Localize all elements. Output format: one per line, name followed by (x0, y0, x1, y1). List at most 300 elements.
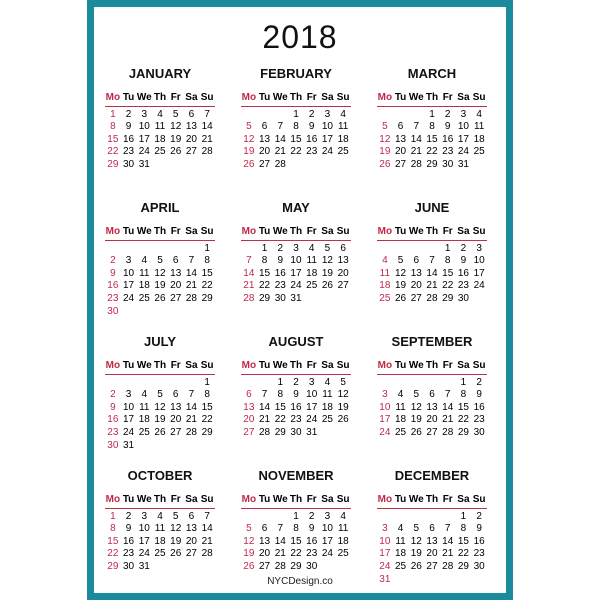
day-cell: 20 (395, 146, 407, 158)
day-cell (168, 440, 184, 453)
day-cell: 9 (293, 389, 299, 401)
day-cell: 23 (290, 414, 302, 426)
weekday-label: Fr (442, 92, 453, 103)
day-cell: 4 (157, 108, 163, 120)
day-cell: 18 (395, 414, 407, 426)
weekday-label: Mo (105, 360, 121, 371)
day-cell (377, 243, 393, 256)
day-cell: 14 (243, 267, 255, 279)
day-cell: 9 (476, 389, 482, 401)
day-cell (424, 511, 440, 524)
day-cell: 9 (110, 401, 116, 413)
day-cell: 25 (337, 146, 349, 158)
day-cell: 16 (107, 280, 119, 292)
weekday-header (377, 360, 487, 375)
day-cell: 21 (185, 414, 197, 426)
day-cell: 9 (444, 121, 451, 133)
day-cell: 3 (460, 108, 467, 120)
day-cell (320, 427, 336, 440)
day-cell: 1 (444, 242, 451, 254)
day-cell: 6 (413, 255, 420, 267)
day-cell: 20 (426, 548, 438, 560)
month-september (377, 333, 487, 467)
day-cell: 19 (154, 414, 166, 426)
day-cell: 3 (293, 242, 299, 254)
day-cell: 3 (324, 108, 331, 120)
week-row (377, 243, 487, 256)
day-cell: 2 (110, 255, 116, 267)
day-cell: 11 (322, 389, 333, 401)
day-cell: 18 (154, 133, 166, 145)
day-cell: 10 (138, 121, 150, 133)
week-row (241, 414, 351, 427)
day-cell: 2 (444, 108, 451, 120)
week-row (105, 293, 215, 306)
day-cell: 4 (397, 389, 404, 401)
day-cell: 30 (442, 158, 454, 170)
day-cell: 5 (157, 389, 163, 401)
week-row (105, 280, 215, 293)
day-cell: 14 (259, 401, 271, 413)
month-name: APRIL (140, 200, 180, 215)
day-cell: 16 (473, 535, 485, 547)
weekday-label: We (136, 360, 152, 371)
week-row (105, 511, 215, 524)
day-cell: 22 (426, 146, 438, 158)
day-cell: 26 (170, 548, 182, 560)
weekday-label: Mo (377, 360, 393, 371)
day-cell (152, 243, 168, 256)
day-cell: 13 (185, 121, 197, 133)
day-cell (136, 243, 152, 256)
day-cell: 6 (246, 389, 252, 401)
week-row (105, 109, 215, 122)
month-april (105, 199, 215, 333)
day-cell (424, 243, 440, 256)
day-cell: 4 (340, 510, 346, 522)
weekday-header (241, 226, 351, 241)
month-name: SEPTEMBER (391, 334, 473, 349)
weekday-label: Sa (457, 494, 470, 505)
week-row (377, 402, 487, 415)
week-row (241, 280, 351, 293)
day-cell: 3 (141, 108, 148, 120)
day-cell: 18 (154, 535, 166, 547)
week-row (377, 268, 487, 281)
week-row (241, 293, 351, 306)
day-cell: 28 (410, 158, 422, 170)
day-cell (121, 306, 137, 319)
day-cell: 7 (188, 255, 195, 267)
day-cell: 20 (170, 414, 182, 426)
day-cell: 18 (138, 280, 150, 292)
week-row (241, 511, 351, 524)
day-cell: 20 (337, 267, 349, 279)
day-cell (241, 511, 257, 524)
day-cell: 24 (290, 280, 302, 292)
day-cell: 7 (444, 523, 451, 535)
day-cell: 5 (413, 389, 420, 401)
day-cell (440, 511, 456, 524)
day-cell: 5 (172, 510, 179, 522)
weekday-label: Th (153, 494, 167, 505)
day-cell: 31 (138, 158, 150, 170)
day-cell: 12 (243, 133, 255, 145)
day-cell (471, 159, 487, 172)
day-cell: 1 (277, 376, 284, 388)
week-row (241, 536, 351, 549)
day-cell (121, 377, 137, 390)
day-cell: 3 (476, 242, 482, 254)
weekday-label: Tu (394, 226, 407, 237)
day-cell: 11 (395, 535, 406, 547)
day-cell (168, 306, 184, 319)
weekday-label: Mo (241, 360, 257, 371)
day-cell: 29 (259, 292, 271, 304)
day-cell: 5 (397, 255, 404, 267)
weekday-label: Th (289, 92, 303, 103)
day-cell: 3 (125, 255, 132, 267)
weekday-label: Su (200, 92, 214, 103)
day-cell: 11 (154, 121, 166, 133)
day-cell: 23 (306, 548, 318, 560)
day-cell: 2 (125, 510, 132, 522)
day-cell (393, 243, 409, 256)
day-cell: 27 (185, 146, 197, 158)
day-cell: 8 (460, 523, 467, 535)
day-cell: 16 (306, 535, 318, 547)
calendar-sheet (94, 7, 506, 593)
day-cell: 7 (246, 255, 252, 267)
day-cell: 13 (259, 133, 271, 145)
day-cell: 13 (426, 401, 438, 413)
day-cell: 13 (337, 255, 349, 267)
day-cell: 24 (379, 426, 391, 438)
week-row (241, 134, 351, 147)
weekday-label: Fr (170, 226, 181, 237)
day-cell: 27 (170, 426, 182, 438)
week-row (377, 159, 487, 172)
day-cell: 23 (123, 146, 135, 158)
day-cell: 5 (172, 108, 179, 120)
weekday-label: Tu (122, 360, 135, 371)
day-cell (424, 377, 440, 390)
day-cell: 4 (141, 255, 148, 267)
day-cell: 2 (125, 108, 132, 120)
day-cell: 24 (306, 414, 318, 426)
day-cell: 13 (185, 523, 197, 535)
weekday-label: Su (200, 226, 214, 237)
day-cell: 26 (410, 560, 422, 572)
footer-credit: NYCDesign.co (267, 576, 333, 587)
day-cell (152, 440, 168, 453)
day-cell: 11 (154, 523, 166, 535)
week-row (105, 414, 215, 427)
day-cell: 20 (426, 414, 438, 426)
day-cell: 2 (308, 108, 315, 120)
day-cell: 2 (293, 376, 299, 388)
day-cell: 19 (395, 280, 407, 292)
day-cell: 19 (321, 267, 333, 279)
day-cell: 9 (125, 523, 132, 535)
day-cell: 12 (170, 523, 182, 535)
weekday-label: Fr (170, 494, 181, 505)
week-row (105, 121, 215, 134)
week-row (377, 389, 487, 402)
day-cell: 30 (473, 426, 485, 438)
day-cell: 21 (442, 548, 454, 560)
day-cell: 18 (395, 548, 407, 560)
weekday-label: Fr (170, 92, 181, 103)
day-cell: 26 (243, 158, 255, 170)
day-cell: 19 (379, 146, 391, 158)
day-cell (320, 561, 336, 574)
week-row (241, 523, 351, 536)
day-cell: 12 (379, 133, 391, 145)
week-row (105, 255, 215, 268)
day-cell: 4 (382, 255, 388, 267)
day-cell: 14 (442, 535, 454, 547)
day-cell: 14 (185, 401, 197, 413)
day-cell: 27 (337, 280, 349, 292)
day-cell: 6 (188, 510, 195, 522)
day-cell: 17 (379, 548, 391, 560)
day-cell: 27 (259, 560, 271, 572)
day-cell: 30 (457, 292, 469, 304)
day-cell: 11 (139, 267, 150, 279)
day-cell (393, 109, 409, 122)
weekday-label: Mo (377, 494, 393, 505)
day-cell: 1 (261, 242, 268, 254)
day-cell: 20 (243, 414, 255, 426)
day-cell: 8 (110, 523, 116, 535)
week-row (377, 255, 487, 268)
week-row (241, 377, 351, 390)
weekday-label: We (272, 494, 288, 505)
day-cell: 9 (308, 523, 315, 535)
day-cell: 1 (460, 376, 467, 388)
day-cell: 7 (444, 389, 451, 401)
weekday-label: We (136, 92, 152, 103)
day-cell: 14 (426, 267, 438, 279)
day-cell: 22 (201, 414, 213, 426)
week-row (105, 523, 215, 536)
day-cell: 16 (473, 401, 485, 413)
day-cell: 30 (290, 426, 302, 438)
day-cell: 7 (188, 389, 195, 401)
weekday-label: Th (153, 92, 167, 103)
weekday-label: Th (289, 360, 303, 371)
day-cell: 20 (170, 280, 182, 292)
day-cell: 16 (457, 267, 469, 279)
day-cell (288, 159, 304, 172)
weekday-label: Mo (241, 226, 257, 237)
weekday-label: We (136, 494, 152, 505)
day-cell (241, 109, 257, 122)
month-august (241, 333, 351, 467)
day-cell: 26 (395, 292, 407, 304)
day-cell: 29 (107, 158, 119, 170)
day-cell: 24 (138, 146, 150, 158)
day-cell: 28 (259, 426, 271, 438)
weekday-label: Fr (442, 494, 453, 505)
day-cell: 8 (204, 255, 210, 267)
day-cell: 22 (107, 548, 119, 560)
day-cell: 18 (321, 401, 333, 413)
weekday-label: Su (200, 360, 214, 371)
day-cell (136, 377, 152, 390)
day-cell (272, 109, 288, 122)
weekday-label: Su (336, 92, 350, 103)
day-cell (121, 243, 137, 256)
day-cell: 19 (243, 548, 255, 560)
day-cell: 12 (321, 255, 333, 267)
day-cell (257, 377, 273, 390)
day-cell: 20 (185, 535, 197, 547)
month-june (377, 199, 487, 333)
day-cell: 9 (277, 255, 284, 267)
day-cell: 25 (395, 426, 407, 438)
month-name: NOVEMBER (258, 468, 334, 483)
day-cell: 14 (442, 401, 454, 413)
day-cell: 22 (107, 146, 119, 158)
day-cell: 27 (426, 560, 438, 572)
weekday-label: Sa (321, 360, 334, 371)
day-cell: 26 (154, 426, 166, 438)
day-cell (440, 377, 456, 390)
week-row (105, 440, 215, 453)
day-cell: 31 (306, 426, 318, 438)
day-cell (257, 109, 273, 122)
day-cell: 26 (379, 158, 391, 170)
day-cell: 30 (123, 158, 135, 170)
day-cell: 25 (154, 548, 166, 560)
day-cell: 30 (473, 560, 485, 572)
weekday-label: Mo (105, 92, 121, 103)
week-row (105, 159, 215, 172)
day-cell: 28 (185, 426, 197, 438)
day-cell: 12 (395, 267, 407, 279)
day-cell: 24 (473, 280, 485, 292)
day-cell: 8 (444, 255, 451, 267)
day-cell: 21 (243, 280, 255, 292)
day-cell: 28 (243, 292, 255, 304)
day-cell (168, 159, 184, 172)
day-cell: 18 (379, 280, 391, 292)
week-row (241, 389, 351, 402)
day-cell: 20 (410, 280, 422, 292)
day-cell: 8 (293, 523, 299, 535)
weekday-header (105, 92, 215, 107)
day-cell: 7 (204, 510, 210, 522)
day-cell: 7 (261, 389, 268, 401)
day-cell: 5 (246, 121, 252, 133)
day-cell: 20 (259, 548, 271, 560)
day-cell: 21 (185, 280, 197, 292)
day-cell: 27 (426, 426, 438, 438)
day-cell: 13 (426, 535, 438, 547)
day-cell: 16 (442, 133, 454, 145)
weekday-label: Th (425, 360, 439, 371)
week-row (377, 414, 487, 427)
week-row (377, 523, 487, 536)
day-cell: 3 (382, 389, 388, 401)
week-row (105, 402, 215, 415)
week-row (377, 536, 487, 549)
day-cell: 12 (154, 401, 166, 413)
week-row (105, 389, 215, 402)
day-cell: 1 (110, 108, 116, 120)
day-cell: 23 (274, 280, 286, 292)
month-name: AUGUST (268, 334, 324, 349)
day-cell: 18 (306, 267, 318, 279)
calendar-frame (87, 0, 513, 600)
day-cell: 15 (107, 133, 119, 145)
day-cell: 10 (306, 389, 318, 401)
day-cell: 27 (410, 292, 422, 304)
day-cell (408, 511, 424, 524)
day-cell: 26 (170, 146, 182, 158)
day-cell: 24 (123, 292, 135, 304)
day-cell: 13 (170, 401, 182, 413)
day-cell (408, 109, 424, 122)
day-cell: 10 (138, 523, 150, 535)
day-cell (184, 377, 200, 390)
day-cell: 15 (457, 401, 469, 413)
day-cell: 23 (306, 146, 318, 158)
day-cell: 2 (460, 242, 467, 254)
day-cell: 31 (457, 158, 469, 170)
day-cell: 15 (274, 401, 286, 413)
day-cell: 15 (290, 133, 302, 145)
day-cell: 19 (410, 548, 422, 560)
weekday-label: Sa (185, 494, 198, 505)
day-cell (136, 306, 152, 319)
weekday-label: Su (336, 360, 350, 371)
day-cell (393, 511, 409, 524)
day-cell: 21 (274, 548, 286, 560)
day-cell: 30 (306, 560, 318, 572)
week-row (241, 243, 351, 256)
week-row (241, 159, 351, 172)
week-row (377, 427, 487, 440)
day-cell: 5 (324, 242, 331, 254)
day-cell: 10 (473, 255, 485, 267)
month-may (241, 199, 351, 333)
day-cell (199, 159, 215, 172)
day-cell: 17 (306, 401, 318, 413)
day-cell: 23 (123, 548, 135, 560)
day-cell: 28 (442, 426, 454, 438)
day-cell: 10 (321, 523, 333, 535)
day-cell: 8 (204, 389, 210, 401)
day-cell: 23 (473, 548, 485, 560)
day-cell: 12 (154, 267, 166, 279)
weekday-label: We (408, 494, 424, 505)
day-cell (335, 293, 351, 306)
day-cell: 13 (243, 401, 255, 413)
week-row (377, 377, 487, 390)
weekday-header (377, 226, 487, 241)
day-cell: 9 (308, 121, 315, 133)
month-name: MAY (282, 200, 310, 215)
day-cell: 7 (277, 121, 284, 133)
day-cell (393, 377, 409, 390)
weekday-label: Th (289, 494, 303, 505)
week-row (377, 134, 487, 147)
day-cell: 30 (123, 560, 135, 572)
day-cell: 24 (321, 146, 333, 158)
